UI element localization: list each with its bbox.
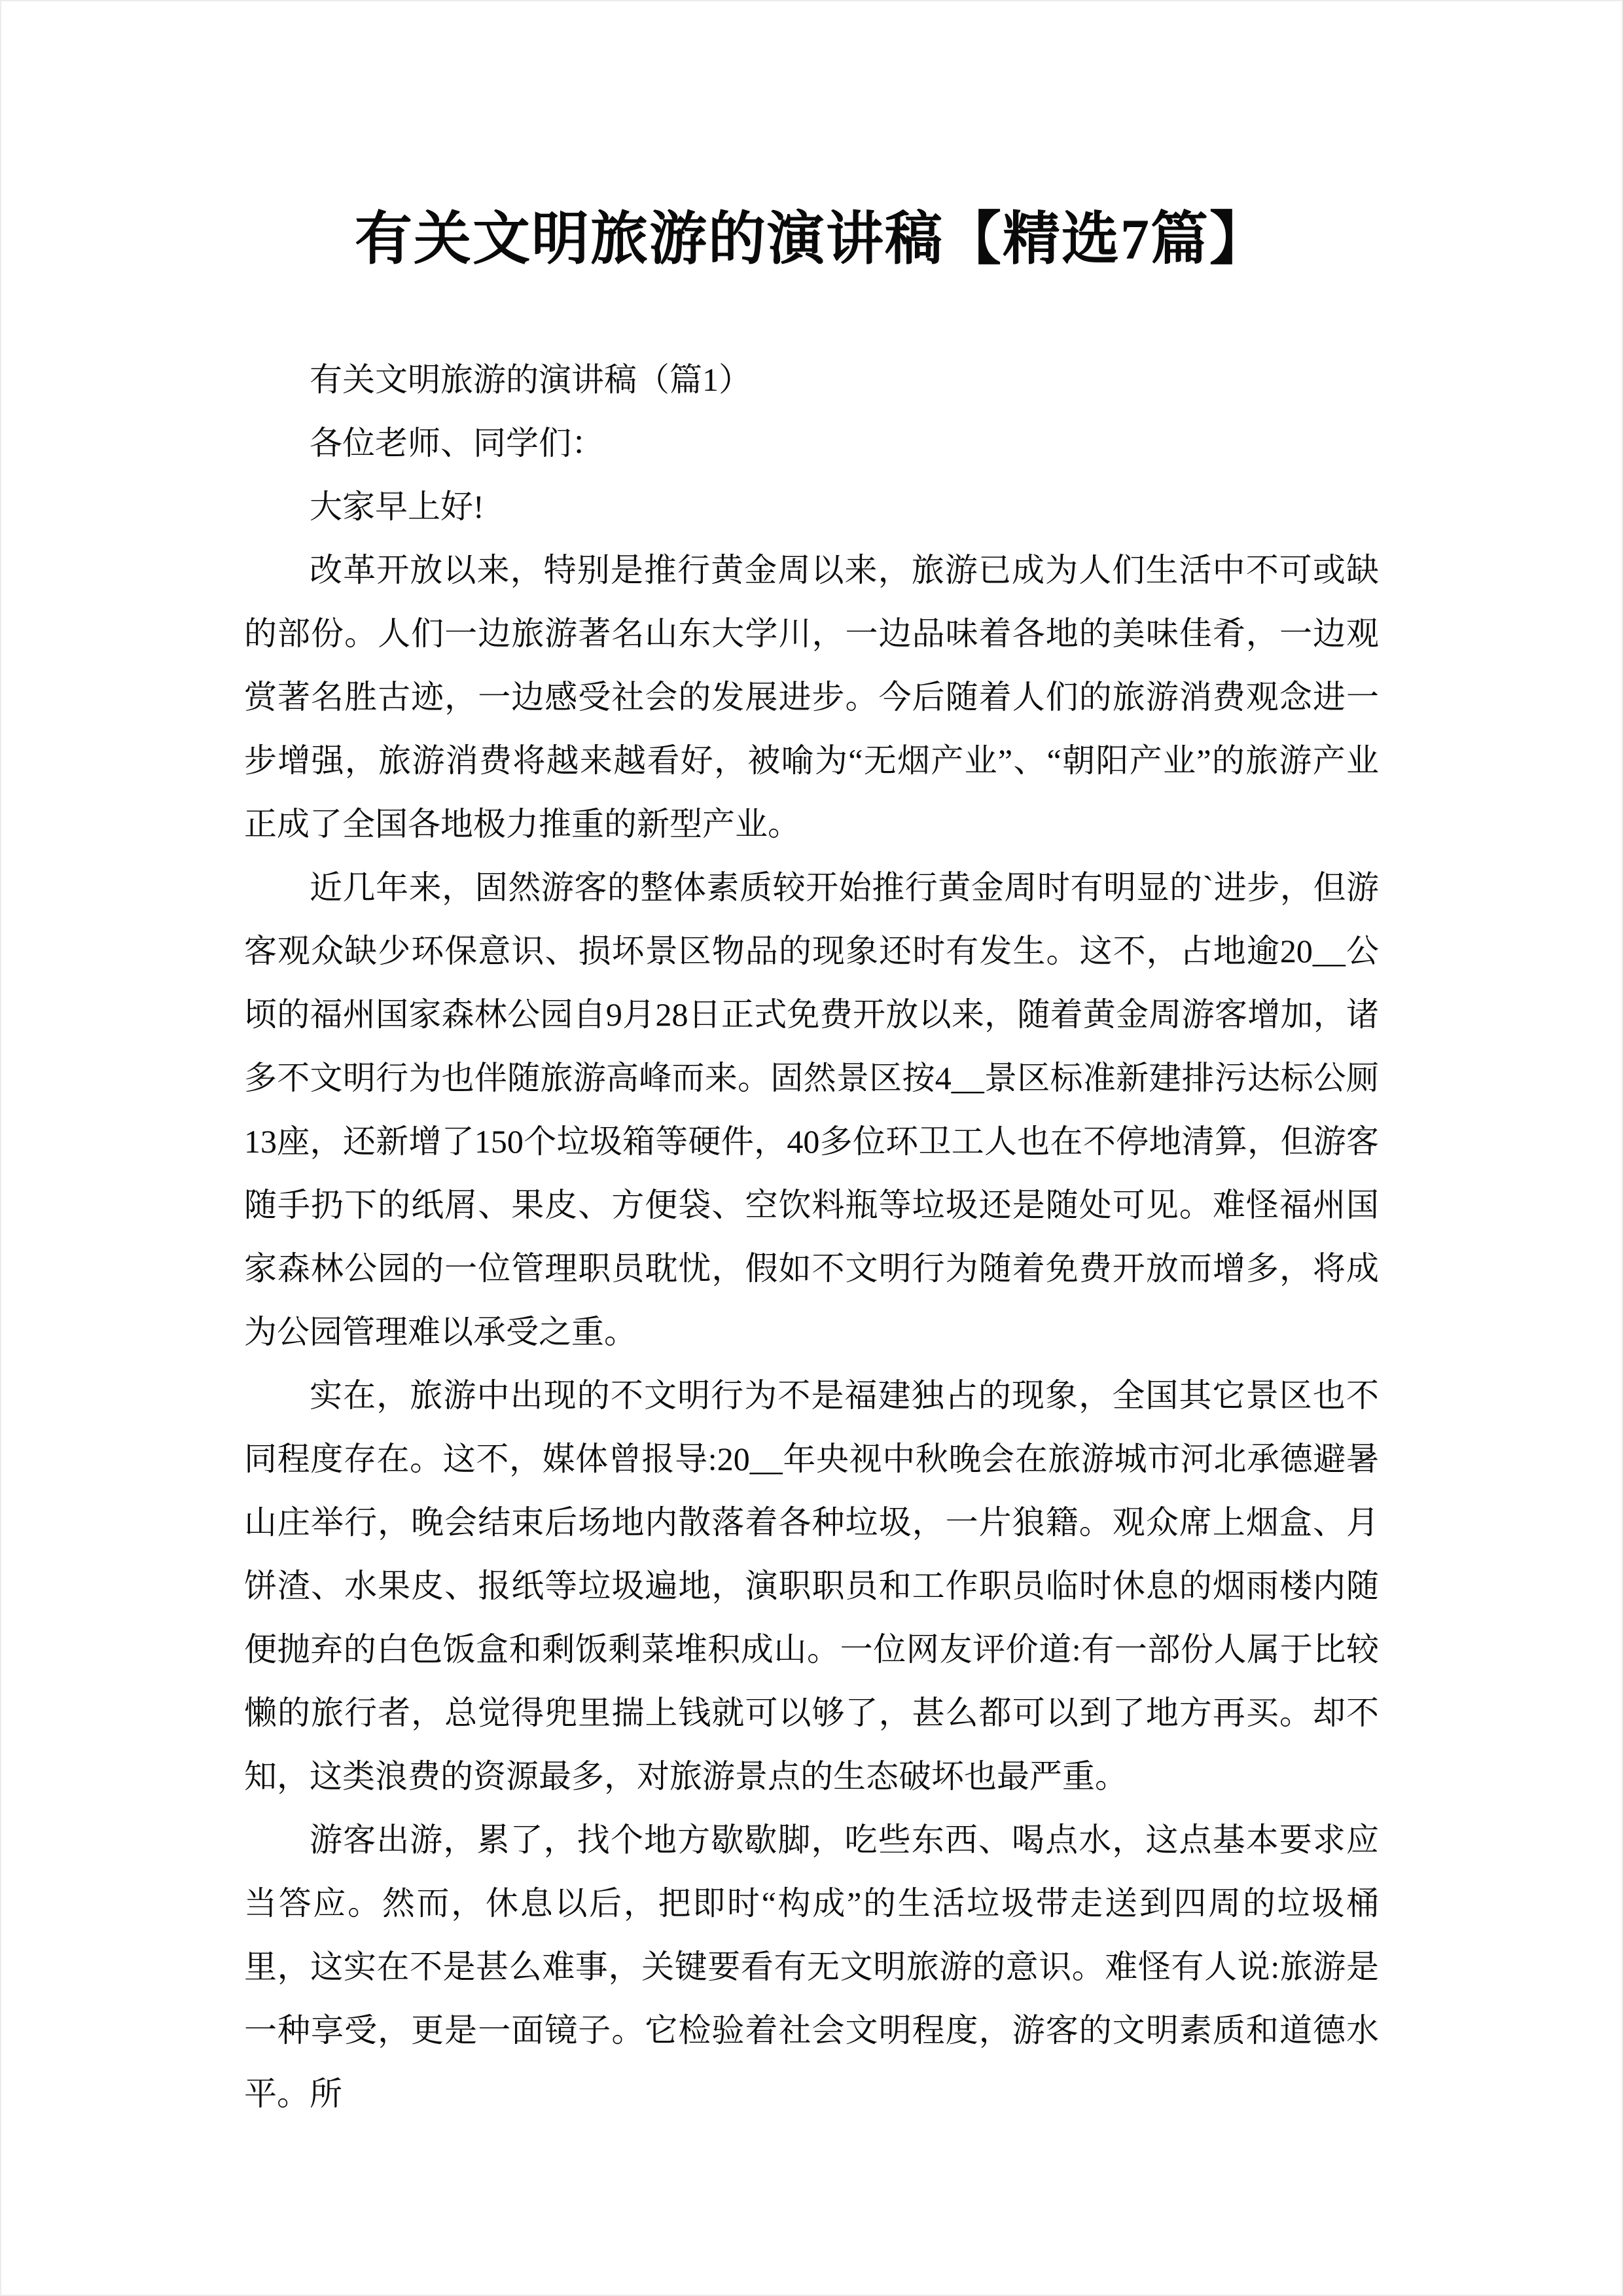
paragraph-body-4: 游客出游，累了，找个地方歇歇脚，吃些东西、喝点水，这点基本要求应当答应。然而，休息以后，把即时“构成”的生活垃圾带走送到四周的垃圾桶里，这实在不是甚么难事，关键要看有无文明旅游的意识。难怪有人说:旅游是一种享受，更是一面镜子。它检验着社会文明程度，游客的文明素质和道德水平。所 [244,1821,1379,2112]
paragraph-greeting: 大家早上好! [310,488,484,525]
paragraph-salutation: 各位老师、同学们： [310,425,604,461]
document-title: 有关文明旅游的演讲稿【精选7篇】 [354,208,1268,272]
paragraph-body-3: 实在，旅游中出现的不文明行为不是福建独占的现象，全国其它景区也不同程度存在。这不，媒体曾报导:20__年央视中秋晚会在旅游城市河北承德避暑山庄举行，晚会结束后场地内散落着各种垃圾，一片狼籍。观众席上烟盒、月饼渣、水果皮、报纸等垃圾遍地，演职职员和工作职员临时休息的烟雨楼内随便抛弃的白色饭盒和剩饭剩菜堆积成山。一位网友评价道:有一部份人属于比较懒的旅行者，总觉得兜里揣上钱就可以够了，甚么都可以到了地方再买。却不知，这类浪费的资源最多，对旅游景点的生态破坏也最严重。 [244,1377,1379,1795]
paragraph-body-1: 改革开放以来，特别是推行黄金周以来，旅游已成为人们生活中不可或缺的部份。人们一边旅游著名山东大学川，一边品味着各地的美味佳肴，一边观赏著名胜古迹，一边感受社会的发展进步。今后随着人们的旅游消费观念进一步增强，旅游消费将越来越看好，被喻为“无烟产业”、“朝阳产业”的旅游产业正成了全国各地极力推重的新型产业。 [244,552,1379,842]
paragraph-body-2: 近几年来，固然游客的整体素质较开始推行黄金周时有明显的`进步，但游客观众缺少环保意识、损坏景区物品的现象还时有发生。这不，占地逾20__公顷的福州国家森林公园自9月28日正式免费开放以来，随着黄金周游客增加，诸多不文明行为也伴随旅游高峰而来。固然景区按4__景区标准新建排污达标公厕13座，还新增了150个垃圾箱等硬件，40多位环卫工人也在不停地清算，但游客随手扔下的纸屑、果皮、方便袋、空饮料瓶等垃圾还是随处可见。难怪福州国家森林公园的一位管理职员耽忧，假如不文明行为随着免费开放而增多，将成为公园管理难以承受之重。 [244,869,1379,1350]
document-body [244,348,1379,2126]
paragraph-section-heading: 有关文明旅游的演讲稿（篇1） [310,361,751,398]
